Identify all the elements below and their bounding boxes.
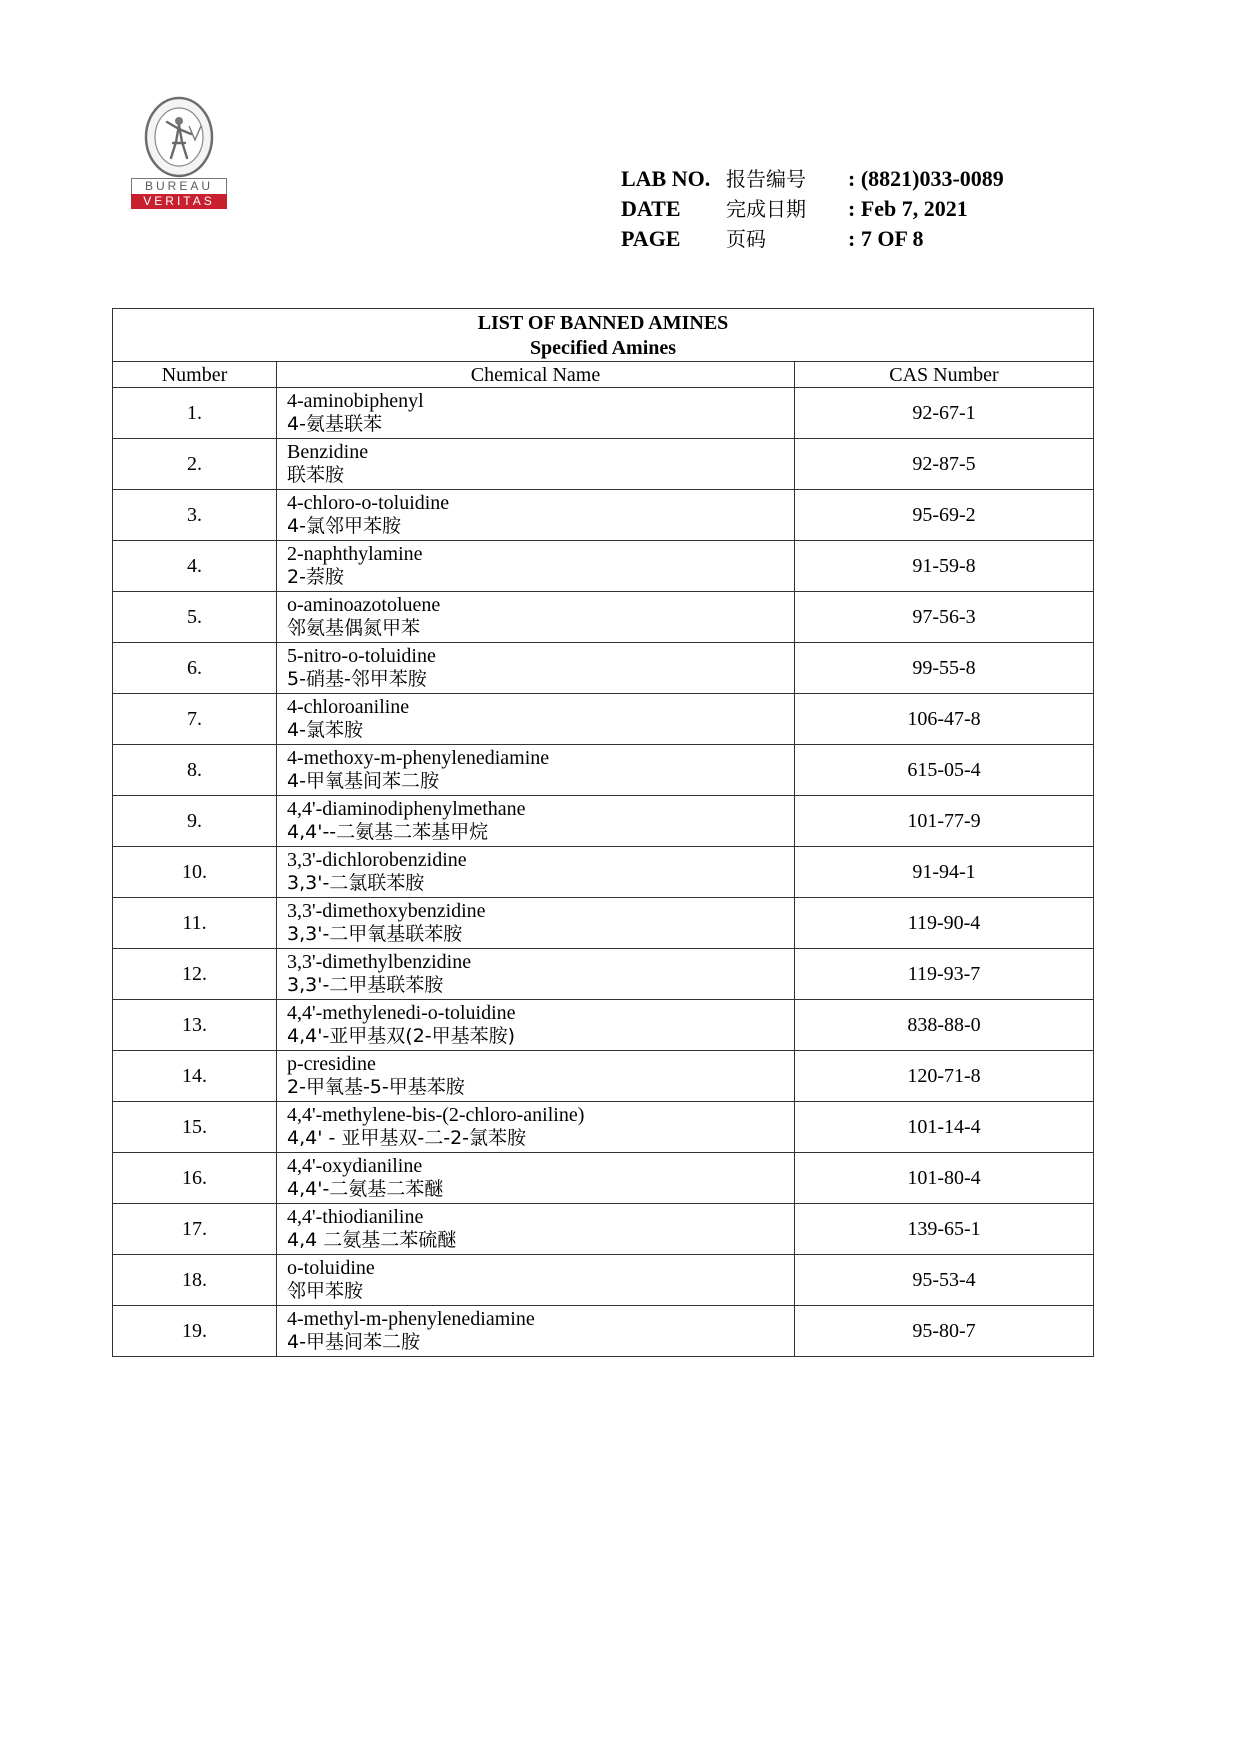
header-page — [621, 224, 1004, 254]
table-row — [113, 1153, 1094, 1204]
cas-number: 120-71-8 — [795, 1051, 1094, 1102]
table-row — [113, 1051, 1094, 1102]
page-label: PAGE — [621, 226, 681, 251]
column-header-chemical-name: Chemical Name — [277, 362, 795, 388]
header-date — [621, 194, 1004, 224]
cas-number: 92-87-5 — [795, 439, 1094, 490]
row-number: 2. — [113, 439, 277, 490]
row-number: 3. — [113, 490, 277, 541]
chemical-name-cn: 2-萘胺 — [287, 566, 344, 588]
chemical-name-cell — [277, 1000, 795, 1051]
column-header-number: Number — [113, 362, 277, 388]
cas-number: 119-90-4 — [795, 898, 1094, 949]
cas-number: 101-14-4 — [795, 1102, 1094, 1153]
chemical-name-en: 4-aminobiphenyl — [287, 390, 424, 412]
chemical-name-en: 4,4'-oxydianiline — [287, 1155, 423, 1177]
table-row — [113, 949, 1094, 1000]
chemical-name-cell — [277, 949, 795, 1000]
chemical-name-en: 4-methoxy-m-phenylenediamine — [287, 747, 550, 769]
table-row — [113, 694, 1094, 745]
chemical-name-cell — [277, 1306, 795, 1357]
cas-number: 95-80-7 — [795, 1306, 1094, 1357]
cas-number: 99-55-8 — [795, 643, 1094, 694]
chemical-name-en: 3,3'-dichlorobenzidine — [287, 849, 467, 871]
table-row — [113, 847, 1094, 898]
table-subtitle: Specified Amines — [529, 337, 677, 359]
chemical-name-en: 3,3'-dimethylbenzidine — [287, 951, 472, 973]
date-value: : Feb 7, 2021 — [848, 196, 968, 221]
cas-number: 101-80-4 — [795, 1153, 1094, 1204]
chemical-name-cn: 4-甲氧基间苯二胺 — [287, 770, 439, 792]
row-number: 5. — [113, 592, 277, 643]
chemical-name-en: 4-chloro-o-toluidine — [287, 492, 450, 514]
chemical-name-cn: 4,4'-二氨基二苯醚 — [287, 1178, 444, 1200]
chemical-name-en: 5-nitro-o-toluidine — [287, 645, 436, 667]
cas-number: 106-47-8 — [795, 694, 1094, 745]
row-number: 14. — [113, 1051, 277, 1102]
chemical-name-en: 2-naphthylamine — [287, 543, 423, 565]
chemical-name-cell — [277, 1051, 795, 1102]
logo-band-veritas: VERITAS — [131, 194, 227, 209]
table-row — [113, 1255, 1094, 1306]
chemical-name-cn: 3,3'-二甲氧基联苯胺 — [287, 923, 463, 945]
chemical-name-cell — [277, 796, 795, 847]
chemical-name-cn: 邻氨基偶氮甲苯 — [287, 617, 421, 639]
row-number: 15. — [113, 1102, 277, 1153]
chemical-name-en: o-aminoazotoluene — [287, 594, 441, 616]
cas-number: 101-77-9 — [795, 796, 1094, 847]
chemical-name-cn: 联苯胺 — [287, 464, 345, 486]
chemical-name-cell — [277, 388, 795, 439]
row-number: 17. — [113, 1204, 277, 1255]
row-number: 6. — [113, 643, 277, 694]
row-number: 16. — [113, 1153, 277, 1204]
row-number: 8. — [113, 745, 277, 796]
chemical-name-cell — [277, 1204, 795, 1255]
page-label-cn: 页码 — [726, 227, 766, 251]
chemical-name-cell — [277, 1153, 795, 1204]
table-title: LIST OF BANNED AMINES — [477, 312, 729, 334]
bureau-veritas-logo — [134, 96, 224, 209]
table-row — [113, 439, 1094, 490]
column-header-cas-number: CAS Number — [795, 362, 1094, 388]
cas-number: 139-65-1 — [795, 1204, 1094, 1255]
chemical-name-cell — [277, 439, 795, 490]
table-row — [113, 1000, 1094, 1051]
table-row — [113, 796, 1094, 847]
lab-no-label: LAB NO. — [621, 166, 711, 191]
chemical-name-cn: 4-氯邻甲苯胺 — [287, 515, 401, 537]
chemical-name-cn: 邻甲苯胺 — [287, 1280, 364, 1302]
chemical-name-cn: 4-甲基间苯二胺 — [287, 1331, 420, 1353]
report-header — [621, 164, 1004, 254]
table-row — [113, 1204, 1094, 1255]
header-lab-no — [621, 164, 1004, 194]
chemical-name-en: 4,4'-methylene-bis-(2-chloro-aniline) — [287, 1104, 585, 1126]
chemical-name-cell — [277, 643, 795, 694]
logo-band-bureau: BUREAU — [131, 178, 227, 194]
page-value: : 7 OF 8 — [848, 226, 924, 251]
logo-wordmark — [131, 178, 227, 209]
table-row — [113, 592, 1094, 643]
chemical-name-cn: 4-氨基联苯 — [287, 413, 382, 435]
row-number: 1. — [113, 388, 277, 439]
chemical-name-en: 4,4'-diaminodiphenylmethane — [287, 798, 526, 820]
row-number: 9. — [113, 796, 277, 847]
date-label: DATE — [621, 196, 681, 221]
lab-no-value: : (8821)033-0089 — [848, 166, 1004, 191]
chemical-name-cn: 4,4'--二氨基二苯基甲烷 — [287, 821, 489, 843]
row-number: 4. — [113, 541, 277, 592]
lab-no-label-cn: 报告编号 — [726, 167, 806, 191]
cas-number: 97-56-3 — [795, 592, 1094, 643]
chemical-name-cell — [277, 694, 795, 745]
cas-number: 92-67-1 — [795, 388, 1094, 439]
table-row — [113, 541, 1094, 592]
chemical-name-cell — [277, 898, 795, 949]
chemical-name-cell — [277, 490, 795, 541]
chemical-name-cell — [277, 592, 795, 643]
cas-number: 95-53-4 — [795, 1255, 1094, 1306]
table-body — [113, 388, 1094, 1357]
row-number: 7. — [113, 694, 277, 745]
bureau-veritas-emblem-icon — [143, 96, 215, 178]
chemical-name-cell — [277, 1255, 795, 1306]
table-row — [113, 643, 1094, 694]
table-row — [113, 1102, 1094, 1153]
table-title-cell — [113, 309, 1094, 362]
row-number: 10. — [113, 847, 277, 898]
chemical-name-en: p-cresidine — [287, 1053, 376, 1075]
chemical-name-en: 4-chloroaniline — [287, 696, 410, 718]
row-number: 12. — [113, 949, 277, 1000]
banned-amines-table — [112, 308, 1094, 1357]
chemical-name-cn: 3,3'-二甲基联苯胺 — [287, 974, 444, 996]
cas-number: 838-88-0 — [795, 1000, 1094, 1051]
table-row — [113, 388, 1094, 439]
chemical-name-cn: 4,4'-亚甲基双(2-甲基苯胺) — [287, 1025, 516, 1047]
chemical-name-en: 4,4'-thiodianiline — [287, 1206, 424, 1228]
chemical-name-cn: 5-硝基-邻甲苯胺 — [287, 668, 427, 690]
chemical-name-cn: 4-氯苯胺 — [287, 719, 363, 741]
chemical-name-en: 4,4'-methylenedi-o-toluidine — [287, 1002, 516, 1024]
date-label-cn: 完成日期 — [726, 197, 806, 221]
chemical-name-cn: 4,4 二氨基二苯硫醚 — [287, 1229, 457, 1251]
cas-number: 615-05-4 — [795, 745, 1094, 796]
chemical-name-cell — [277, 1102, 795, 1153]
cas-number: 91-59-8 — [795, 541, 1094, 592]
chemical-name-cn: 2-甲氧基-5-甲基苯胺 — [287, 1076, 465, 1098]
chemical-name-en: Benzidine — [287, 441, 369, 463]
row-number: 11. — [113, 898, 277, 949]
chemical-name-cell — [277, 745, 795, 796]
cas-number: 95-69-2 — [795, 490, 1094, 541]
chemical-name-cn: 3,3'-二氯联苯胺 — [287, 872, 425, 894]
table-row — [113, 745, 1094, 796]
table-row — [113, 1306, 1094, 1357]
cas-number: 91-94-1 — [795, 847, 1094, 898]
chemical-name-cell — [277, 847, 795, 898]
chemical-name-en: 3,3'-dimethoxybenzidine — [287, 900, 486, 922]
chemical-name-en: o-toluidine — [287, 1257, 375, 1279]
chemical-name-en: 4-methyl-m-phenylenediamine — [287, 1308, 535, 1330]
cas-number: 119-93-7 — [795, 949, 1094, 1000]
row-number: 13. — [113, 1000, 277, 1051]
row-number: 18. — [113, 1255, 277, 1306]
row-number: 19. — [113, 1306, 277, 1357]
chemical-name-cn: 4,4' - 亚甲基双-二-2-氯苯胺 — [287, 1127, 527, 1149]
table-row — [113, 490, 1094, 541]
chemical-name-cell — [277, 541, 795, 592]
table-row — [113, 898, 1094, 949]
